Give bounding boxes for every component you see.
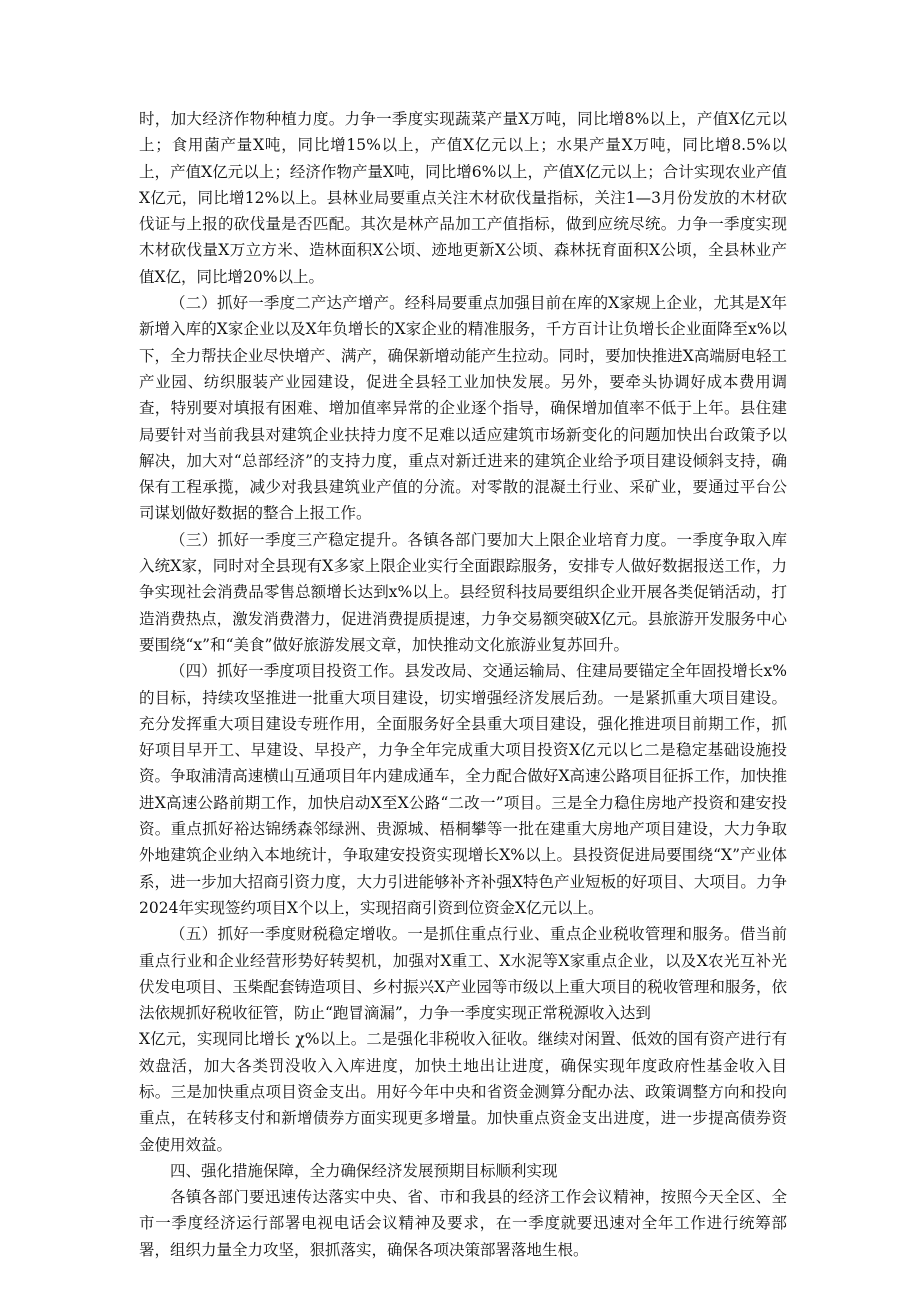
paragraph-fiscal-tax: （五）抓好一季度财税稳定增收。一是抓住重点行业、重点企业税收管理和服务。借当前重点行业和企业经营形势好转契机，加强对X重工、X水泥等X家重点企业，以及X农光互补光伏发电项目、玉柴配套铸造项目、乡村振兴X产业园等市级以上重大项目的税收管理和服务，依法依规抓好税收征管，防止“跑冒滴漏”，力争一季度实现正常税源收入达到 <box>139 925 787 1023</box>
paragraph-secondary-industry: （二）抓好一季度二产达产增产。经科局要重点加强目前在库的X家规上企业，尤其是X年新增入库的X家企业以及X年负增长的X家企业的精准服务，千方百计让负增长企业面降至x%以下，全力帮扶企业尽快增产、满产，确保新增动能产生拉动。同时，要加快推进X高端厨电轻工产业园、纺织服装产业园建设，促进全县轻工业加快发展。另外，要牵头协调好成本费用调查，特别要对填报有困难、增加值率异常的企业逐个指导，确保增加值率不低于上年。县住建局要针对当前我县对建筑企业扶持力度不足难以适应建筑市场新变化的问题加快出台政策予以解决，加大对“总部经济”的支持力度，重点对新迁进来的建筑企业给予项目建设倾斜支持，确保有工程承揽，减少对我县建筑业产值的分流。对零散的混凝土行业、采矿业，要通过平台公司谋划做好数据的整合上报工作。 <box>139 294 787 523</box>
paragraph-project-investment: （四）抓好一季度项目投资工作。县发改局、交通运输局、住建局要锚定全年固投增长x%的目标，持续攻坚推进一批重大项目建设，切实增强经济发展后劲。一是紧抓重大项目建设。充分发挥重大项目建设专班作用，全面服务好全县重大项目建设，强化推进项目前期工作，抓好项目早开工、早建设、早投产，力争全年完成重大项目投资X亿元以匕二是稳定基础设施投资。争取浦清高速横山互通项目年内建成通车，全力配合做好X高速公路项目征拆工作，加快推进X高速公路前期工作，加快启动X至X公路“二改一”项目。三是全力稳住房地产投资和建安投资。重点抓好裕达锦绣森邻绿洲、贵源城、梧桐攀等一批在建重大房地产项目建设，大力争取外地建筑企业纳入本地统计，争取建安投资实现增长X%以上。县投资促进局要围绕“X”产业体系，进一步加大招商引资力度，大力引进能够补齐补强X特色产业短板的好项目、大项目。力争2024年实现签约项目X个以上，实现招商引资到位资金X亿元以上。 <box>139 662 787 917</box>
paragraph-fiscal-tax-continued: X亿元，实现同比增长 χ%以上。二是强化非税收入征收。继续对闲置、低效的国有资产进行有效盘活，加大各类罚没收入入库进度，加快土地出让进度，确保实现年度政府性基金收入目标。三是加快重点项目资金支出。用好今年中央和省资金测算分配办法、政策调整方向和投向重点，在转移支付和新增债券方面实现更多增量。加快重点资金支出进度，进一步提高债券资金使用效益。 <box>139 1030 787 1154</box>
paragraph-agriculture-forestry: 时，加大经济作物种植力度。力争一季度实现蔬菜产量X万吨，同比增8%以上，产值X亿元以上；食用菌产量X吨，同比增15%以上，产值X亿元以上；水果产量X万吨，同比增8.5%以上，产值X亿元以上；经济作物产量X吨，同比增6%以上，产值X亿元以上；合计实现农业产值X亿元，同比增12%以上。县林业局要重点关注木材砍伐量指标，关注1—3月份发放的木材砍伐证与上报的砍伐量是否匹配。其次是林产品加工产值指标，做到应统尽统。力争一季度实现木材砍伐量X万立方米、造林面积X公顷、迹地更新X公顷、森林抚育面积X公顷，全县林业产值X亿，同比增20%以上。 <box>139 110 787 286</box>
paragraph-tertiary-industry: （三）抓好一季度三产稳定提升。各镇各部门要加大上限企业培育力度。一季度争取入库入统X家，同时对全县现有X多家上限企业实行全面跟踪服务，安排专人做好数据报送工作，力争实现社会消费品零售总额增长达到x%以上。县经贸科技局要组织企业开展各类促销活动，打造消费热点，激发消费潜力，促进消费提质提速，力争交易额突破X亿元。县旅游开发服务中心要围绕“x”和“美食”做好旅游发展文章，加快推动文化旅游业复苏回升。 <box>139 530 787 654</box>
paragraph-closing: 各镇各部门要迅速传达落实中央、省、市和我县的经济工作会议精神，按照今天全区、全市一季度经济运行部署电视电话会议精神及要求，在一季度就要迅速对全年工作进行统筹部署，组织力量全力攻坚，狠抓落实，确保各项决策部署落地生根。 <box>139 1188 787 1259</box>
section-heading: 四、强化措施保障，全力确保经济发展预期目标顺利实现 <box>170 1161 558 1180</box>
document-page <box>139 106 787 1263</box>
